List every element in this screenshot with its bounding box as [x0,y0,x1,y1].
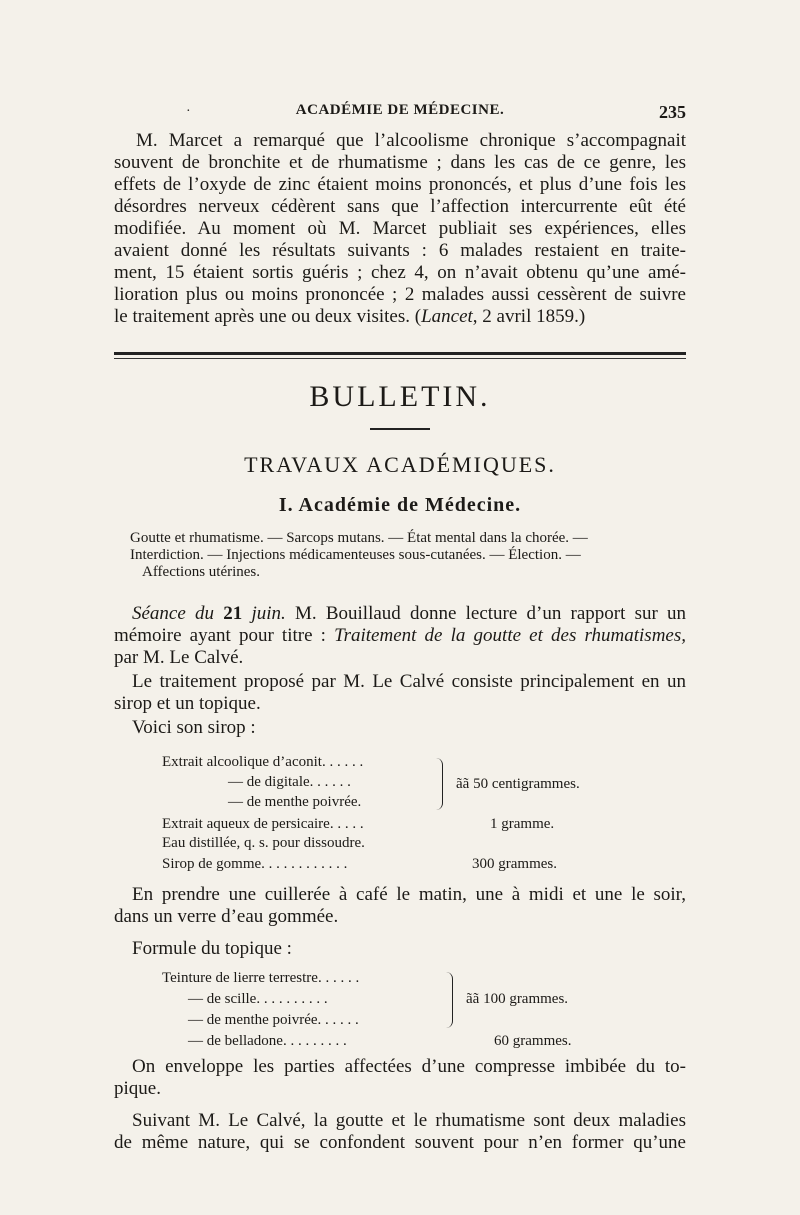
sirop-quantity: 300 grammes. [472,856,557,872]
citation-date: , 2 avril 1859.) [472,306,586,327]
section-title-travaux: TRAVAUX ACADÉMIQUES. [244,452,556,477]
text-line: désordres nerveux cédèrent sans que l’affection intercurrente eût été [114,196,686,217]
page-header [114,102,686,128]
topique-line: — de belladone. . . . . . . . . [188,1033,347,1049]
memoir-title: Traitement de la goutte et des rhumatismes, [334,625,686,646]
section-title-bulletin: BULLETIN. [309,380,491,413]
text-line: par M. Le Calvé. [114,647,244,668]
topique-intro: Formule du topique : [132,938,292,959]
header-dot: · [186,104,191,119]
paragraph-seance [114,603,686,669]
sirop-line: — de digitale. . . . . . [228,774,351,790]
topique-brace-quantity: ãã 100 grammes. [466,991,569,1007]
paragraph-enveloppe [114,1056,686,1100]
text-line: En prendre une cuillerée à café le matin, une à midi et une le soir, [132,884,686,905]
text-line: Le traitement proposé par M. Le Calvé consiste principalement en un [132,671,686,692]
text-line: dans un verre d’eau gommée. [114,906,339,927]
sirop-line: Extrait alcoolique d’aconit. . . . . . [162,754,364,770]
title-underline [370,428,430,430]
text-line: modifiée. Au moment où M. Marcet publiait ses expériences, elles [114,218,686,239]
summary-line: Affections utérines. [142,564,261,580]
text-line [114,625,686,647]
text-line: effets de l’oxyde de zinc étaient moins prononcés, et plus d’une fois les [114,174,686,195]
line-text: mémoire ayant pour titre : [114,625,326,646]
sirop-line: Sirop de gomme. . . . . . . . . . . . [162,856,348,872]
seance-month: juin. [251,603,286,624]
topique-line: — de menthe poivrée. . . . . . [188,1012,359,1028]
text-line: pique. [114,1078,161,1099]
text-line: On enveloppe les parties affectées d’une compresse imbibée du to- [132,1056,686,1077]
seance-date: 21 [223,603,243,624]
sirop-line: — de menthe poivrée. [228,794,362,810]
paragraph-prendre [114,884,686,928]
text-line: souvent de bronchite et de rhumatisme ; dans les cas de ce genre, les [114,152,686,173]
line-text: le traitement après une ou deux visites. [114,306,410,327]
summary-line: Goutte et rhumatisme. — Sarcops mutans. — État mental dans la chorée. — [130,530,588,546]
text-line [114,603,686,625]
topique-line: — de scille. . . . . . . . . . [188,991,328,1007]
paragraph-traitement [114,671,686,715]
summary-topics [130,530,588,581]
text-line: sirop et un topique. [114,693,261,714]
text-line [114,306,686,328]
sirop-brace-quantity: ãã 50 centigrammes. [456,776,580,792]
citation-source: Lancet [421,306,473,327]
sirop-intro: Voici son sirop : [132,717,256,738]
text-line: de même nature, qui se confondent souvent pour n’en former qu’une [114,1132,686,1153]
text-line: M. Marcet a remarqué que l’alcoolisme chronique s’accompagnait [136,130,686,151]
section-divider-thin [114,358,686,359]
line-text: M. Bouillaud donne lecture d’un rapport sur un [294,603,687,624]
topique-line: Teinture de lierre terrestre. . . . . . [162,970,360,986]
topique-quantity: 60 grammes. [494,1033,572,1049]
paragraph-suivant [114,1110,686,1154]
topique-brace [446,972,453,1028]
open-paren: ( [410,306,422,327]
summary-line: Interdiction. — Injections médicamenteuses sous-cutanées. — Élection. — [130,547,581,563]
text-line: lioration plus ou moins prononcée ; 2 malades aussi cessèrent de suivre [114,284,686,305]
section-divider-thick [114,352,686,355]
sirop-line: Eau distillée, q. s. pour dissoudre. [162,835,365,851]
seance-label: Séance du [132,603,215,624]
section-title-academie: I. Académie de Médecine. [278,494,522,516]
text-line: avaient donné les résultats suivants : 6 malades restaient en traite- [114,240,686,261]
text-line: Suivant M. Le Calvé, la goutte et le rhumatisme sont deux maladies [132,1110,686,1131]
text-line: ment, 15 étaient sortis guéris ; chez 4, on n’avait obtenu qu’une amé- [114,262,686,283]
running-title: ACADÉMIE DE MÉDECINE. [295,102,505,118]
sirop-quantity: 1 gramme. [490,816,555,832]
sirop-brace [436,758,443,810]
paragraph-marcet [114,130,686,328]
page-number: 235 [659,102,686,122]
sirop-line: Extrait aqueux de persicaire. . . . . [162,816,364,832]
